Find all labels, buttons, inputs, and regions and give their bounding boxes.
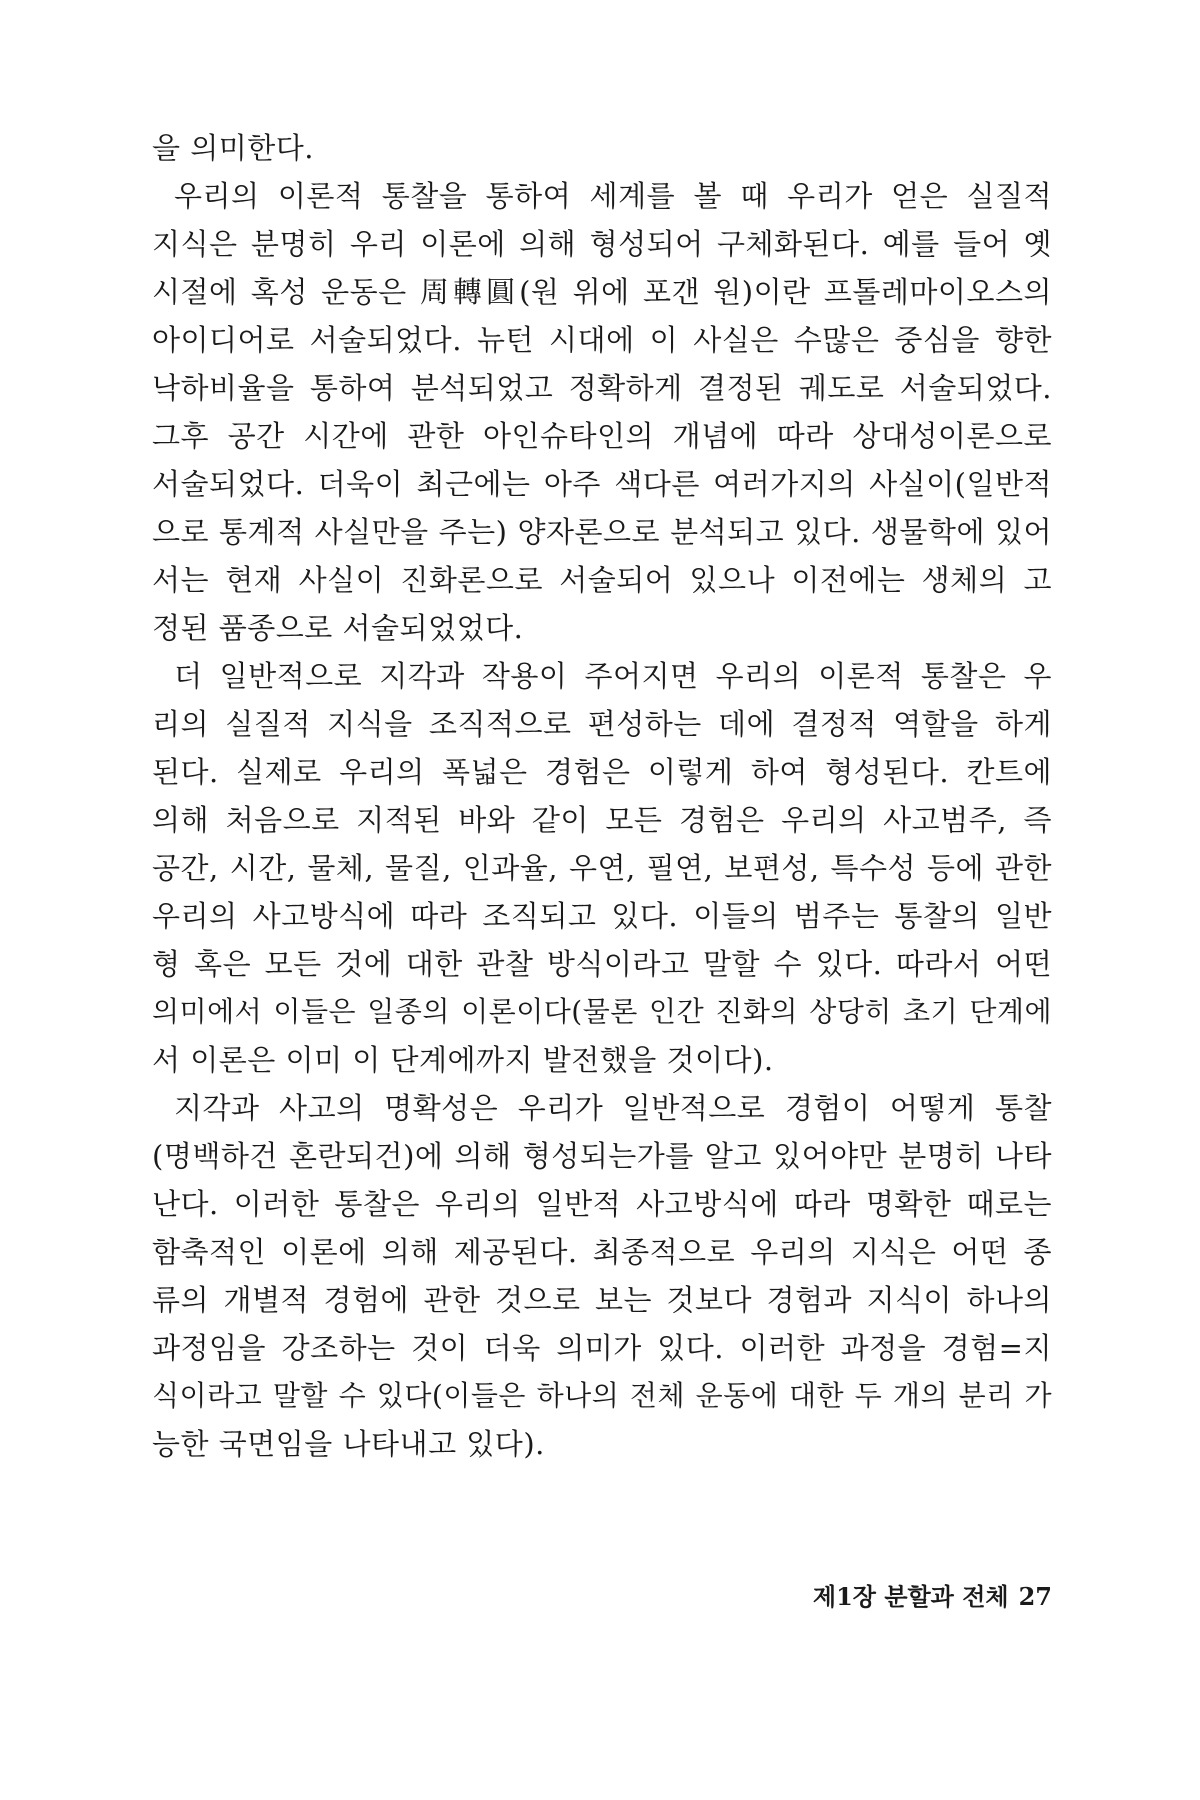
- text-line: 시절에 혹성 운동은 周轉圓(원 위에 포갠 원)이란 프톨레마이오스의: [152, 275, 1052, 309]
- text-line: 지각과 사고의 명확성은 우리가 일반적으로 경험이 어떻게 통찰: [174, 1091, 1052, 1125]
- text-line: 더 일반적으로 지각과 작용이 주어지면 우리의 이론적 통찰은 우: [174, 659, 1052, 693]
- chapter-title: 제1장 분할과 전체: [812, 1582, 1009, 1611]
- text-line: 을 의미한다.: [152, 131, 315, 165]
- text-line: 리의 실질적 지식을 조직적으로 편성하는 데에 결정적 역할을 하게: [152, 707, 1052, 741]
- text-line: 정된 품종으로 서술되었었다.: [152, 611, 524, 645]
- text-line: 의미에서 이들은 일종의 이론이다(물론 인간 진화의 상당히 초기 단계에: [152, 995, 1052, 1028]
- body-text: [152, 124, 1052, 1468]
- text-line: 서는 현재 사실이 진화론으로 서술되어 있으나 이전에는 생체의 고: [152, 563, 1052, 597]
- text-line: 함축적인 이론에 의해 제공된다. 최종적으로 우리의 지식은 어떤 종: [152, 1235, 1052, 1269]
- text-line: 된다. 실제로 우리의 폭넓은 경험은 이렇게 하여 형성된다. 칸트에: [152, 755, 1052, 789]
- text-line: 낙하비율을 통하여 분석되었고 정확하게 결정된 궤도로 서술되었다.: [152, 371, 1052, 405]
- text-line: 의해 처음으로 지적된 바와 같이 모든 경험은 우리의 사고범주, 즉: [152, 803, 1052, 837]
- text-line: 우리의 사고방식에 따라 조직되고 있다. 이들의 범주는 통찰의 일반: [152, 899, 1052, 933]
- text-line: 식이라고 말할 수 있다(이들은 하나의 전체 운동에 대한 두 개의 분리 가: [152, 1379, 1052, 1412]
- running-footer: [740, 1577, 1052, 1612]
- text-line: 난다. 이러한 통찰은 우리의 일반적 사고방식에 따라 명확한 때로는: [152, 1187, 1052, 1221]
- text-line: 과정임을 강조하는 것이 더욱 의미가 있다. 이러한 과정을 경험=지: [152, 1331, 1052, 1365]
- text-line: 지식은 분명히 우리 이론에 의해 형성되어 구체화된다. 예를 들어 옛: [152, 227, 1052, 261]
- text-line: 아이디어로 서술되었다. 뉴턴 시대에 이 사실은 수많은 중심을 향한: [152, 323, 1052, 357]
- text-line: 그후 공간 시간에 관한 아인슈타인의 개념에 따라 상대성이론으로: [152, 419, 1052, 453]
- text-line: 서 이론은 이미 이 단계에까지 발전했을 것이다).: [152, 1043, 774, 1077]
- text-line: 우리의 이론적 통찰을 통하여 세계를 볼 때 우리가 얻은 실질적: [174, 179, 1052, 213]
- text-line: 공간, 시간, 물체, 물질, 인과율, 우연, 필연, 보편성, 특수성 등에 관한: [152, 851, 1052, 885]
- text-line: 능한 국면임을 나타내고 있다).: [152, 1427, 545, 1461]
- text-line: 류의 개별적 경험에 관한 것으로 보는 것보다 경험과 지식이 하나의: [152, 1283, 1052, 1317]
- text-line: 서술되었다. 더욱이 최근에는 아주 색다른 여러가지의 사실이(일반적: [152, 467, 1052, 501]
- text-line: (명백하건 혼란되건)에 의해 형성되는가를 알고 있어야만 분명히 나타: [152, 1139, 1052, 1173]
- page-number: 27: [1018, 1582, 1052, 1611]
- text-line: 형 혹은 모든 것에 대한 관찰 방식이라고 말할 수 있다. 따라서 어떤: [152, 947, 1052, 981]
- text-line: 으로 통계적 사실만을 주는) 양자론으로 분석되고 있다. 생물학에 있어: [152, 515, 1052, 549]
